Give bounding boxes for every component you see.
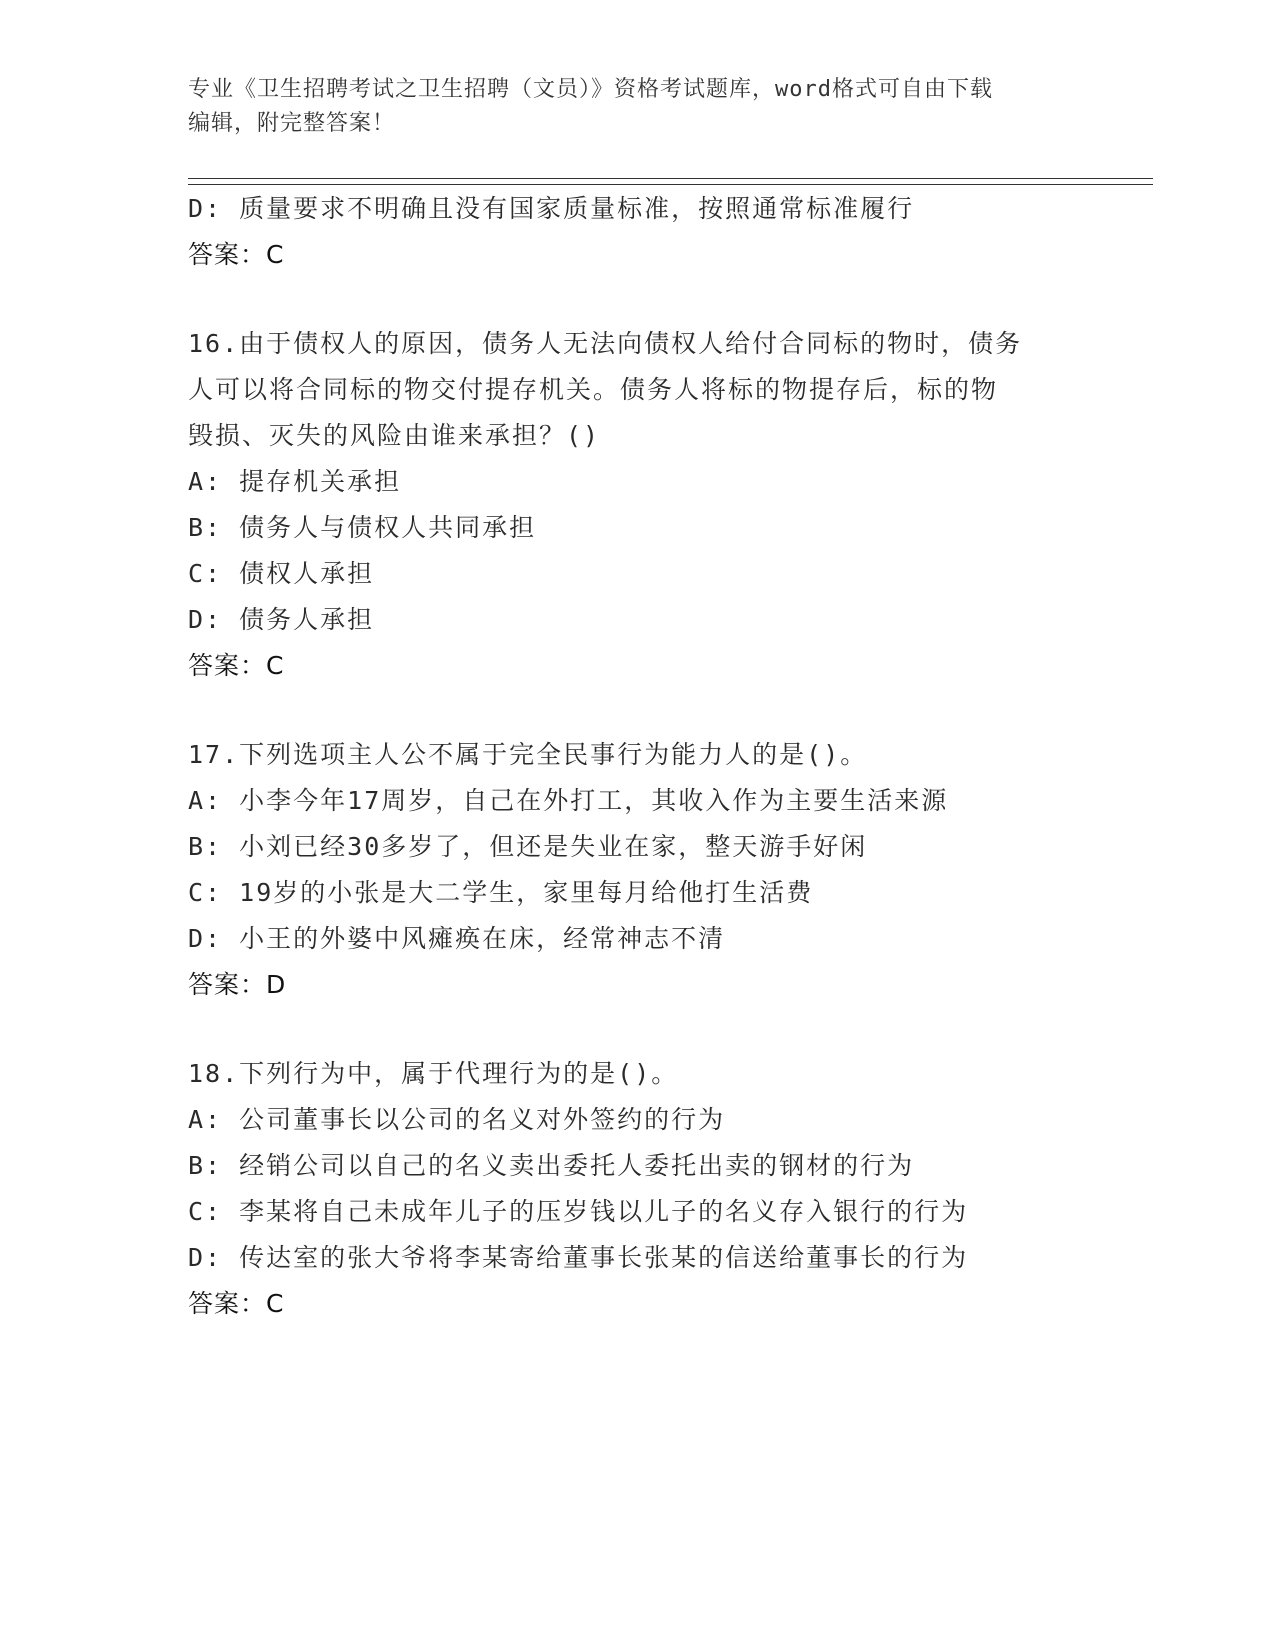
answer-label: 答案：D bbox=[188, 970, 287, 999]
option-d: D: 质量要求不明确且没有国家质量标准，按照通常标准履行 bbox=[188, 194, 915, 223]
question-stem-line: 人可以将合同标的物交付提存机关。债务人将标的物提存后，标的物 bbox=[188, 375, 999, 404]
option-a: A: 提存机关承担 bbox=[188, 467, 402, 496]
question-list bbox=[188, 186, 1088, 1327]
question-16 bbox=[188, 321, 1088, 689]
question-17 bbox=[188, 732, 1088, 1008]
question-stem: 17.下列选项主人公不属于完全民事行为能力人的是()。 bbox=[188, 740, 868, 769]
option-a: A: 公司董事长以公司的名义对外签约的行为 bbox=[188, 1105, 726, 1134]
header-divider-bottom bbox=[188, 184, 1153, 185]
option-b: B: 债务人与债权人共同承担 bbox=[188, 513, 537, 542]
question-stem-line: 毁损、灭失的风险由谁来承担？() bbox=[188, 421, 601, 450]
option-c: C: 债权人承担 bbox=[188, 559, 375, 588]
question-18 bbox=[188, 1051, 1088, 1327]
option-d: D: 债务人承担 bbox=[188, 605, 375, 634]
question-stem-line: 16.由于债权人的原因，债务人无法向债权人给付合同标的物时，债务 bbox=[188, 329, 1023, 358]
header-line-2: 编辑，附完整答案！ bbox=[188, 111, 396, 136]
document-header bbox=[188, 73, 1068, 141]
header-divider-top bbox=[188, 178, 1153, 179]
option-b: B: 小刘已经30多岁了，但还是失业在家，整天游手好闲 bbox=[188, 832, 868, 861]
option-c: C: 19岁的小张是大二学生，家里每月给他打生活费 bbox=[188, 878, 814, 907]
header-line-1: 专业《卫生招聘考试之卫生招聘（文员）》资格考试题库，word格式可自由下载 bbox=[188, 77, 993, 102]
option-c: C: 李某将自己未成年儿子的压岁钱以儿子的名义存入银行的行为 bbox=[188, 1197, 969, 1226]
answer-label: 答案：C bbox=[188, 1289, 285, 1318]
previous-question-tail bbox=[188, 186, 1088, 278]
option-d: D: 小王的外婆中风瘫痪在床，经常神志不清 bbox=[188, 924, 726, 953]
option-d: D: 传达室的张大爷将李某寄给董事长张某的信送给董事长的行为 bbox=[188, 1243, 969, 1272]
question-stem: 18.下列行为中，属于代理行为的是()。 bbox=[188, 1059, 679, 1088]
answer-label: 答案：C bbox=[188, 240, 285, 269]
answer-label: 答案：C bbox=[188, 651, 285, 680]
option-a: A: 小李今年17周岁，自己在外打工，其收入作为主要生活来源 bbox=[188, 786, 949, 815]
option-b: B: 经销公司以自己的名义卖出委托人委托出卖的钢材的行为 bbox=[188, 1151, 915, 1180]
